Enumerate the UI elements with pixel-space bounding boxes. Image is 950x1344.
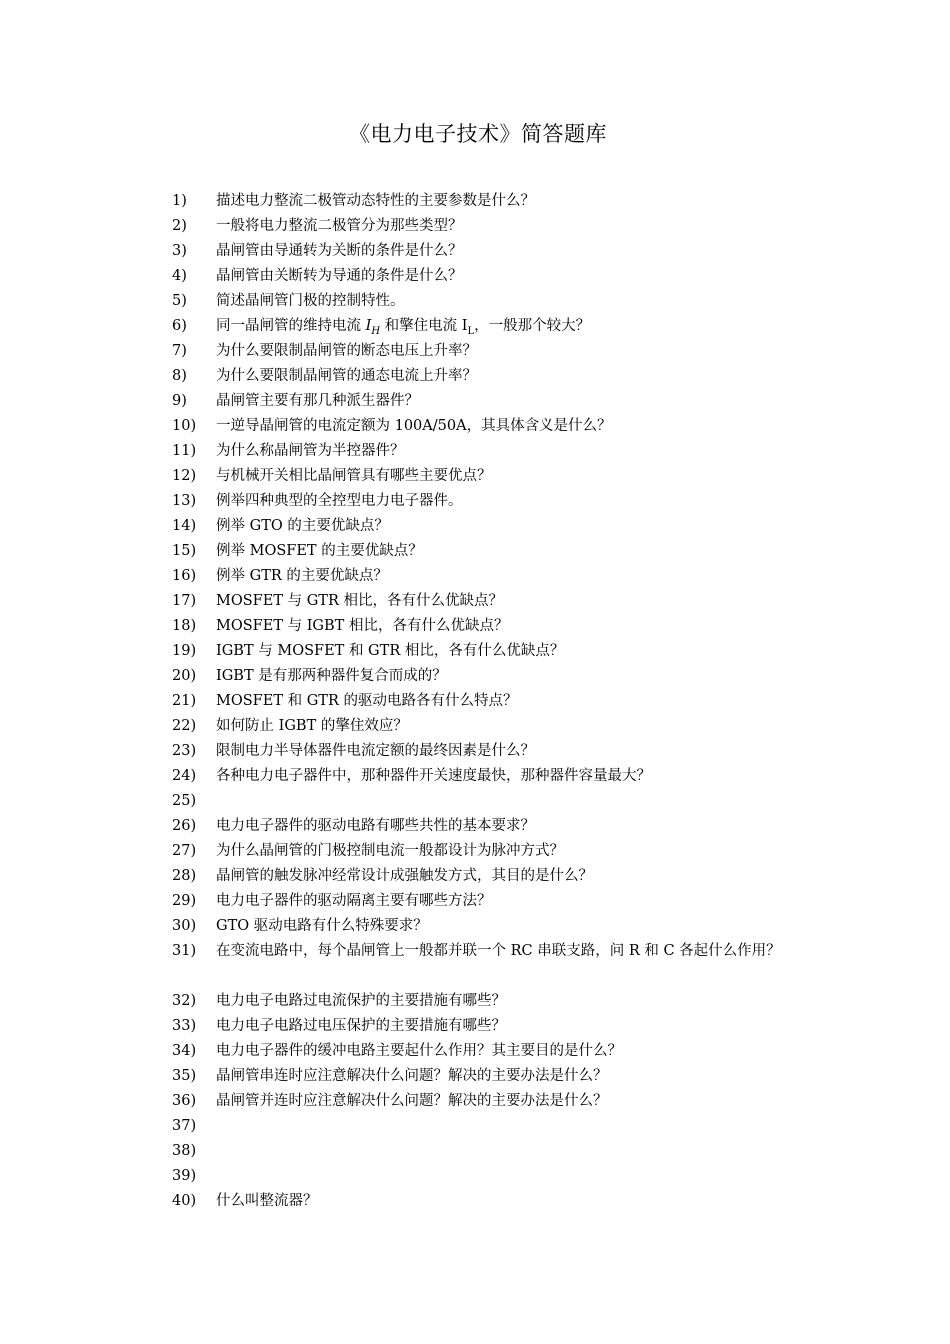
question-text: 简述晶闸管门极的控制特性。 — [216, 293, 405, 309]
question-item — [172, 989, 822, 1014]
question-item — [172, 214, 822, 239]
question-item — [172, 314, 822, 339]
question-text: GTO 驱动电路有什么特殊要求？ — [216, 918, 428, 934]
question-text: 晶闸管主要有那几种派生器件？ — [216, 393, 419, 409]
question-number: 9) — [172, 393, 187, 409]
question-number: 38) — [172, 1143, 197, 1159]
question-text: 与机械开关相比晶闸管具有哪些主要优点？ — [216, 468, 492, 484]
question-item — [172, 739, 822, 764]
question-text: 晶闸管由关断转为导通的条件是什么？ — [216, 268, 463, 284]
question-item — [172, 414, 822, 439]
question-number: 27) — [172, 843, 197, 859]
question-number: 25) — [172, 793, 197, 809]
question-item — [172, 239, 822, 264]
question-number: 13) — [172, 493, 197, 509]
question-number: 34) — [172, 1043, 197, 1059]
question-item — [172, 1114, 822, 1139]
question-number: 4) — [172, 268, 187, 284]
question-number: 18) — [172, 618, 197, 634]
question-number: 29) — [172, 893, 197, 909]
question-item — [172, 1189, 822, 1214]
latching-current-subscript: L — [467, 326, 475, 337]
question-text: 一般将电力整流二极管分为那些类型？ — [216, 218, 463, 234]
question-item — [172, 364, 822, 389]
question-number: 35) — [172, 1068, 197, 1084]
document-title: 《电力电子技术》简答题库 — [349, 122, 607, 146]
question-number: 15) — [172, 543, 197, 559]
question-text: 各种电力电子器件中，那种器件开关速度最快，那种器件容量最大？ — [216, 768, 651, 784]
question-text: IGBT 与 MOSFET 和 GTR 相比，各有什么优缺点？ — [216, 643, 565, 659]
question-item — [172, 339, 822, 364]
question-item — [172, 914, 822, 939]
question-number: 14) — [172, 518, 197, 534]
question-number: 7) — [172, 343, 187, 359]
question-text: MOSFET 与 GTR 相比，各有什么优缺点？ — [216, 593, 503, 609]
question-text: 例举四种典型的全控型电力电子器件。 — [216, 493, 463, 509]
question-item — [172, 464, 822, 489]
question-item — [172, 1089, 822, 1114]
question-item — [172, 1014, 822, 1039]
question-number: 17) — [172, 593, 197, 609]
question-number: 33) — [172, 1018, 197, 1034]
question-item — [172, 1139, 822, 1164]
question-text: 例举 GTR 的主要优缺点？ — [216, 568, 388, 584]
holding-current-subscript: H — [371, 326, 381, 337]
question-number: 21) — [172, 693, 197, 709]
question-text: 电力电子器件的缓冲电路主要起什么作用？其主要目的是什么？ — [216, 1043, 622, 1059]
question-item — [172, 189, 822, 214]
question-number: 20) — [172, 668, 197, 684]
question-number: 40) — [172, 1193, 197, 1209]
question-text-part: 和擎住电流 — [380, 318, 462, 334]
question-item — [172, 789, 822, 814]
question-item — [172, 389, 822, 414]
question-item — [172, 639, 822, 664]
question-text: 描述电力整流二极管动态特性的主要参数是什么？ — [216, 193, 535, 209]
question-item — [172, 839, 822, 864]
question-text: 如何防止 IGBT 的擎住效应？ — [216, 718, 408, 734]
question-text: 为什么称晶闸管为半控器件？ — [216, 443, 405, 459]
question-text: MOSFET 和 GTR 的驱动电路各有什么特点？ — [216, 693, 518, 709]
question-number: 24) — [172, 768, 197, 784]
question-item — [172, 1164, 822, 1189]
question-text: 为什么要限制晶闸管的断态电压上升率？ — [216, 343, 477, 359]
question-number: 8) — [172, 368, 187, 384]
question-item — [172, 864, 822, 889]
question-text: 晶闸管的触发脉冲经常设计成强触发方式，其目的是什么？ — [216, 868, 593, 884]
question-number: 39) — [172, 1168, 197, 1184]
question-text: MOSFET 与 IGBT 相比，各有什么优缺点？ — [216, 618, 509, 634]
question-number: 32) — [172, 993, 197, 1009]
question-text: IGBT 是有那两种器件复合而成的？ — [216, 668, 447, 684]
question-item — [172, 539, 822, 564]
question-number: 12) — [172, 468, 197, 484]
question-text: 为什么要限制晶闸管的通态电流上升率？ — [216, 368, 477, 384]
question-number: 10) — [172, 418, 197, 434]
question-text-part: 同一晶闸管的维持电流 — [216, 318, 366, 334]
latching-current-symbol: I — [461, 318, 468, 334]
question-item — [172, 514, 822, 539]
question-item — [172, 889, 822, 914]
question-number: 30) — [172, 918, 197, 934]
question-number: 36) — [172, 1093, 197, 1109]
question-text — [216, 314, 822, 340]
question-number: 37) — [172, 1118, 197, 1134]
question-text: 晶闸管由导通转为关断的条件是什么？ — [216, 243, 463, 259]
question-item — [172, 764, 822, 789]
question-item — [172, 814, 822, 839]
question-item — [172, 939, 822, 989]
question-item — [172, 614, 822, 639]
question-item — [172, 264, 822, 289]
question-number: 5) — [172, 293, 187, 309]
question-text: 为什么晶闸管的门极控制电流一般都设计为脉冲方式？ — [216, 843, 564, 859]
question-item — [172, 1064, 822, 1089]
question-text: 晶闸管并连时应注意解决什么问题？解决的主要办法是什么？ — [216, 1093, 608, 1109]
question-item — [172, 589, 822, 614]
question-item — [172, 489, 822, 514]
question-text-part: ，一般那个较大？ — [474, 318, 591, 334]
question-item — [172, 439, 822, 464]
question-text: 晶闸管串连时应注意解决什么问题？解决的主要办法是什么？ — [216, 1068, 608, 1084]
question-item — [172, 689, 822, 714]
question-text: 例举 MOSFET 的主要优缺点？ — [216, 543, 423, 559]
question-number: 26) — [172, 818, 197, 834]
question-number: 28) — [172, 868, 197, 884]
question-text: 限制电力半导体器件电流定额的最终因素是什么？ — [216, 743, 535, 759]
question-text: 例举 GTO 的主要优缺点？ — [216, 518, 389, 534]
question-text: 电力电子电路过电流保护的主要措施有哪些？ — [216, 993, 506, 1009]
question-number: 23) — [172, 743, 197, 759]
question-item — [172, 289, 822, 314]
question-text: 一逆导晶闸管的电流定额为 100A/50A，其具体含义是什么？ — [216, 418, 612, 434]
question-text: 什么叫整流器？ — [216, 1193, 318, 1209]
question-number: 16) — [172, 568, 197, 584]
question-number: 2) — [172, 218, 187, 234]
question-text: 电力电子器件的驱动电路有哪些共性的基本要求？ — [216, 818, 535, 834]
question-item — [172, 1039, 822, 1064]
question-number: 6) — [172, 318, 187, 334]
question-number: 11) — [172, 443, 197, 459]
question-list — [172, 189, 822, 1214]
question-number: 19) — [172, 643, 197, 659]
question-text: 电力电子电路过电压保护的主要措施有哪些？ — [216, 1018, 506, 1034]
holding-current-symbol: I — [365, 318, 372, 334]
question-number: 22) — [172, 718, 197, 734]
question-item — [172, 564, 822, 589]
question-number: 3) — [172, 243, 187, 259]
question-item — [172, 664, 822, 689]
question-number: 1) — [172, 193, 187, 209]
question-item — [172, 714, 822, 739]
question-number: 31) — [172, 943, 197, 959]
question-text: 在变流电路中，每个晶闸管上一般都并联一个 RC 串联支路，问 R 和 C 各起什么作用？ — [216, 943, 781, 959]
question-text: 电力电子器件的驱动隔离主要有哪些方法？ — [216, 893, 492, 909]
